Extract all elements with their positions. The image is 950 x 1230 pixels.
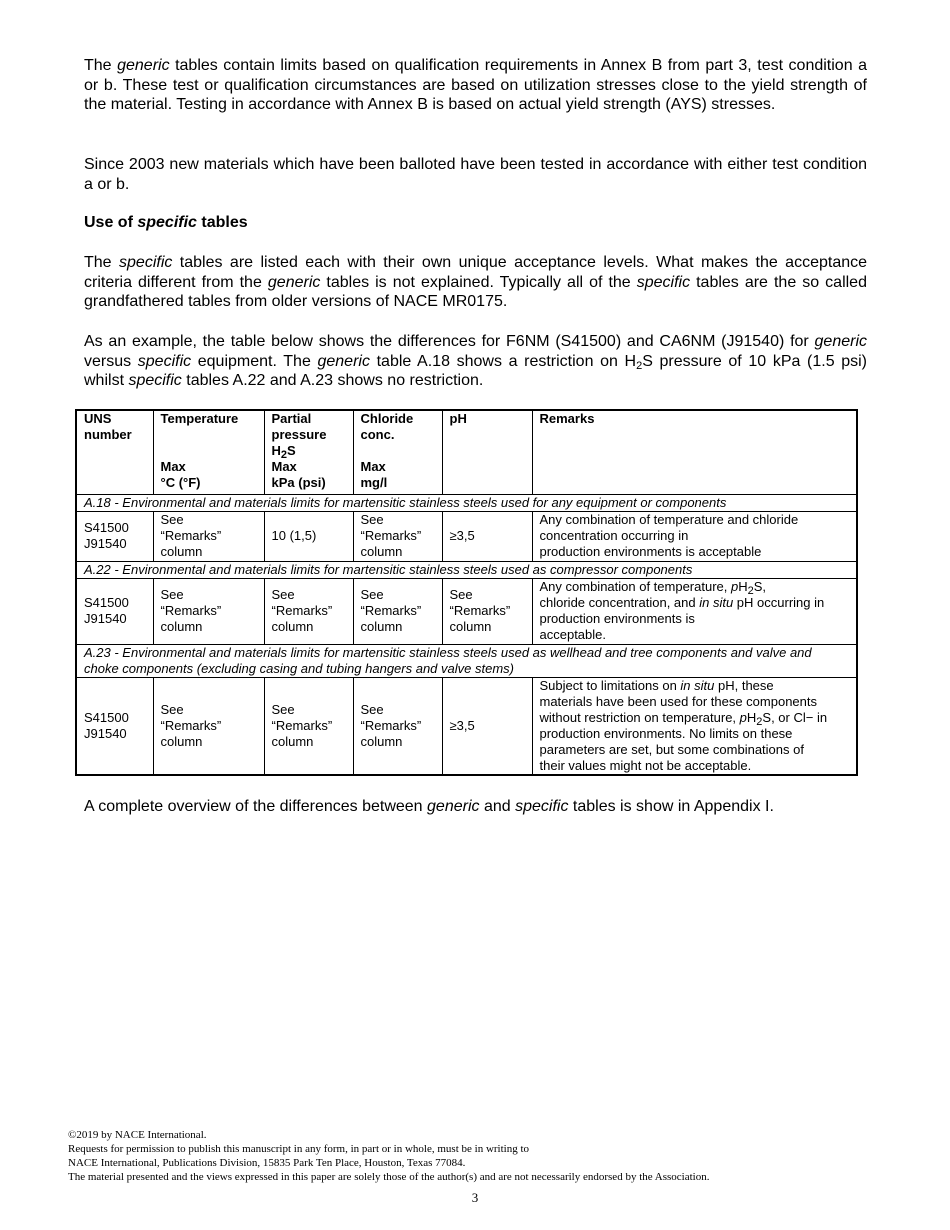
footer-line: ©2019 by NACE International. xyxy=(68,1129,207,1141)
paragraph-specific-tables: The specific tables are listed each with their own unique acceptance levels. What makes the acceptance criteria different from the generic tables is not explained. Typically all of the specific tables are the so called grandfathered tables from older versions of NACE MR0175. xyxy=(84,254,868,310)
paragraph-generic-tables: The generic tables contain limits based on qualification requirements in Annex B from part 3, test condition a or b. These test or qualification circumstances are based on utilization stresses close to the yield strength of the material. Testing in accordance with Annex B is based on actual yield strength (AYS) stresses. xyxy=(84,57,868,113)
page-number: 3 xyxy=(471,1190,479,1205)
cell-partial-pressure: 10 (1,5) xyxy=(264,511,353,561)
caption-a22: A.22 - Environmental and materials limits for martensitic stainless steels used as compressor components xyxy=(76,561,857,578)
comparison-table xyxy=(75,409,858,776)
cell-chloride: See “Remarks” column xyxy=(353,511,442,561)
cell-uns: S41500 J91540 xyxy=(76,578,153,644)
table-caption-row xyxy=(76,644,857,677)
paragraph-overview: A complete overview of the differences between generic and specific tables is show in Appendix I. xyxy=(84,798,774,815)
table-row xyxy=(76,578,857,644)
cell-partial-pressure: See “Remarks” column xyxy=(264,578,353,644)
cell-uns: S41500 J91540 xyxy=(76,677,153,775)
cell-temperature: See “Remarks” column xyxy=(153,677,264,775)
caption-a18: A.18 - Environmental and materials limits for martensitic stainless steels used for any equipment or components xyxy=(76,494,857,511)
paragraph-example: As an example, the table below shows the differences for F6NM (S41500) and CA6NM (J91540) for generic versus specific equipment. The generic table A.18 shows a restriction on $H_2S$ pressure of 10 kPa (1.5 psi) whilst specific tables A.22 and A.23 shows no restriction. xyxy=(84,333,868,389)
header-remarks: Remarks xyxy=(532,410,857,494)
header-partial-pressure: Partial pressure $H_2S$ Max kPa (psi) xyxy=(264,410,353,494)
cell-temperature: See “Remarks” column xyxy=(153,511,264,561)
cell-uns: S41500 J91540 xyxy=(76,511,153,561)
table-header-row xyxy=(76,410,857,494)
header-chloride: Chloride conc. Max mg/l xyxy=(353,410,442,494)
table-row xyxy=(76,511,857,561)
cell-partial-pressure: See “Remarks” column xyxy=(264,677,353,775)
footer-line: The material presented and the views expressed in this paper are solely those of the author(s) and are not necessarily endorsed by the Association. xyxy=(68,1171,710,1183)
header-uns-number: UNS number xyxy=(76,410,153,494)
header-temperature: Temperature Max °C (°F) xyxy=(153,410,264,494)
cell-ph: ≥3,5 xyxy=(442,677,532,775)
table-caption-row xyxy=(76,561,857,578)
section-heading-specific-tables: Use of specific tables xyxy=(84,214,248,231)
cell-remarks: Subject to limitations on in situ pH, these materials have been used for these components without restriction on temperature, $pH_2S$, or Cl− in production environments. No limits on these parameters are set, but some combinations of their values might not be acceptable. xyxy=(532,677,857,775)
table-row xyxy=(76,677,857,775)
header-ph: pH xyxy=(442,410,532,494)
footer-line: Requests for permission to publish this manuscript in any form, in part or in whole, must be in writing to xyxy=(68,1143,530,1155)
footer-copyright xyxy=(68,1128,888,1184)
cell-chloride: See “Remarks” column xyxy=(353,578,442,644)
caption-a23: A.23 - Environmental and materials limits for martensitic stainless steels used as wellhead and tree components and valve and choke components (excluding casing and tubing hangers and valve stems) xyxy=(76,644,857,677)
cell-ph: ≥3,5 xyxy=(442,511,532,561)
table-caption-row xyxy=(76,494,857,511)
footer-line: NACE International, Publications Division, 15835 Park Ten Place, Houston, Texas 77084. xyxy=(68,1157,466,1169)
cell-ph: See “Remarks” column xyxy=(442,578,532,644)
cell-remarks: Any combination of temperature, $pH_2S$, chloride concentration, and in situ pH occurring in production environments is acceptable. xyxy=(532,578,857,644)
cell-chloride: See “Remarks” column xyxy=(353,677,442,775)
cell-remarks: Any combination of temperature and chloride concentration occurring in production environments is acceptable xyxy=(532,511,857,561)
paragraph-since-2003: Since 2003 new materials which have been balloted have been tested in accordance with either test condition a or b. xyxy=(84,156,867,193)
cell-temperature: See “Remarks” column xyxy=(153,578,264,644)
